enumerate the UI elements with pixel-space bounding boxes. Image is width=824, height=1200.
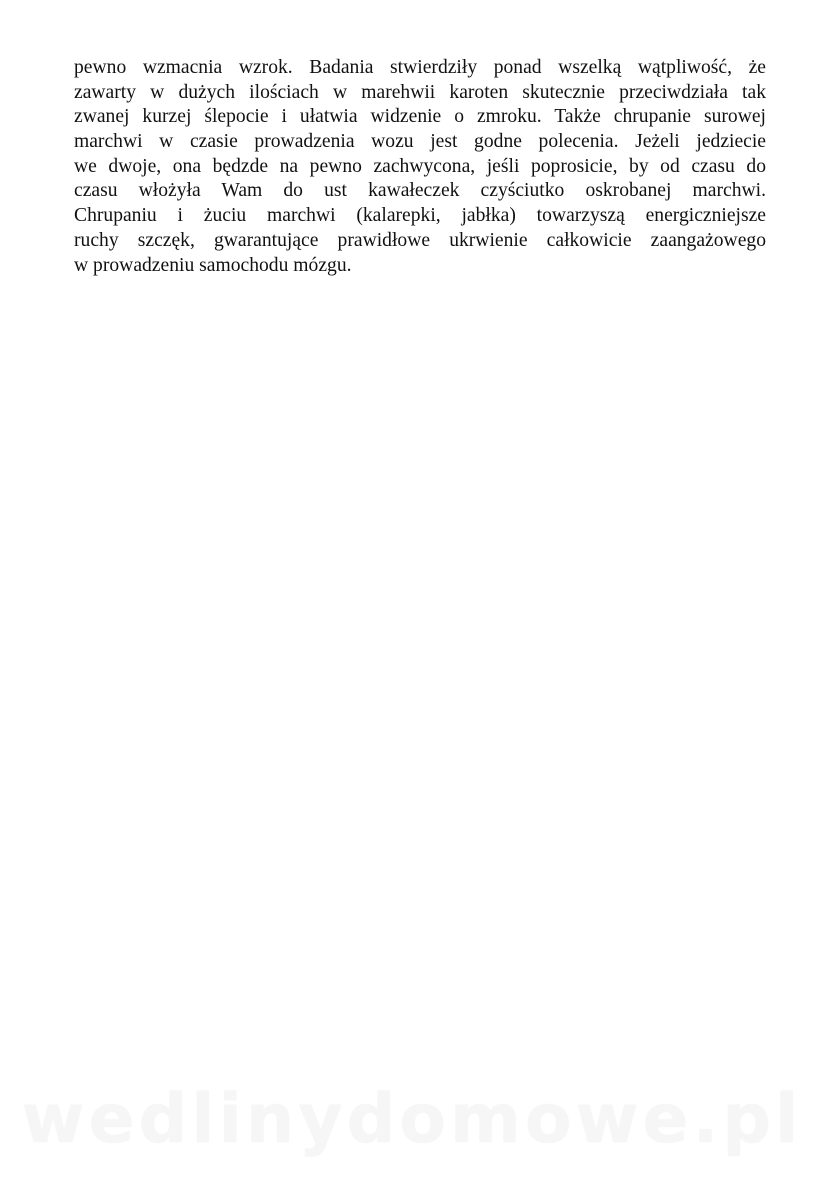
paragraph-line-1: pewno wzmacnia wzrok. Badania stwierdziły ponad wszelką wątpliwość, że [74,57,766,78]
document-body [74,56,766,278]
paragraph-line-7: Chrupaniu i żuciu marchwi (kalarepki, jabłka) towarzyszą energiczniejsze [74,205,766,227]
paragraph-line-9: w prowadzeniu samochodu mózgu. [74,254,352,276]
paragraph-line-8: ruchy szczęk, gwarantujące prawidłowe ukrwienie całkowicie zaangażowego [74,229,766,251]
paragraph-line-4: marchwi w czasie prowadzenia wozu jest godne polecenia. Jeżeli jedziecie [74,131,766,153]
paragraph-line-5: we dwoje, ona będzde na pewno zachwycona, jeśli poprosicie, by od czasu do [74,155,766,177]
paragraph-line-2: zawarty w dużych ilościach w marehwii karoten skutecznie przeciwdziała tak [74,81,766,103]
paragraph-line-6: czasu włożyła Wam do ust kawałeczek czyściutko oskrobanej marchwi. [74,180,766,202]
paragraph-line-3: zwanej kurzej ślepocie i ułatwia widzenie o zmroku. Także chrupanie surowej [74,106,766,128]
watermark: wedlinydomowe.pl [21,1080,803,1159]
